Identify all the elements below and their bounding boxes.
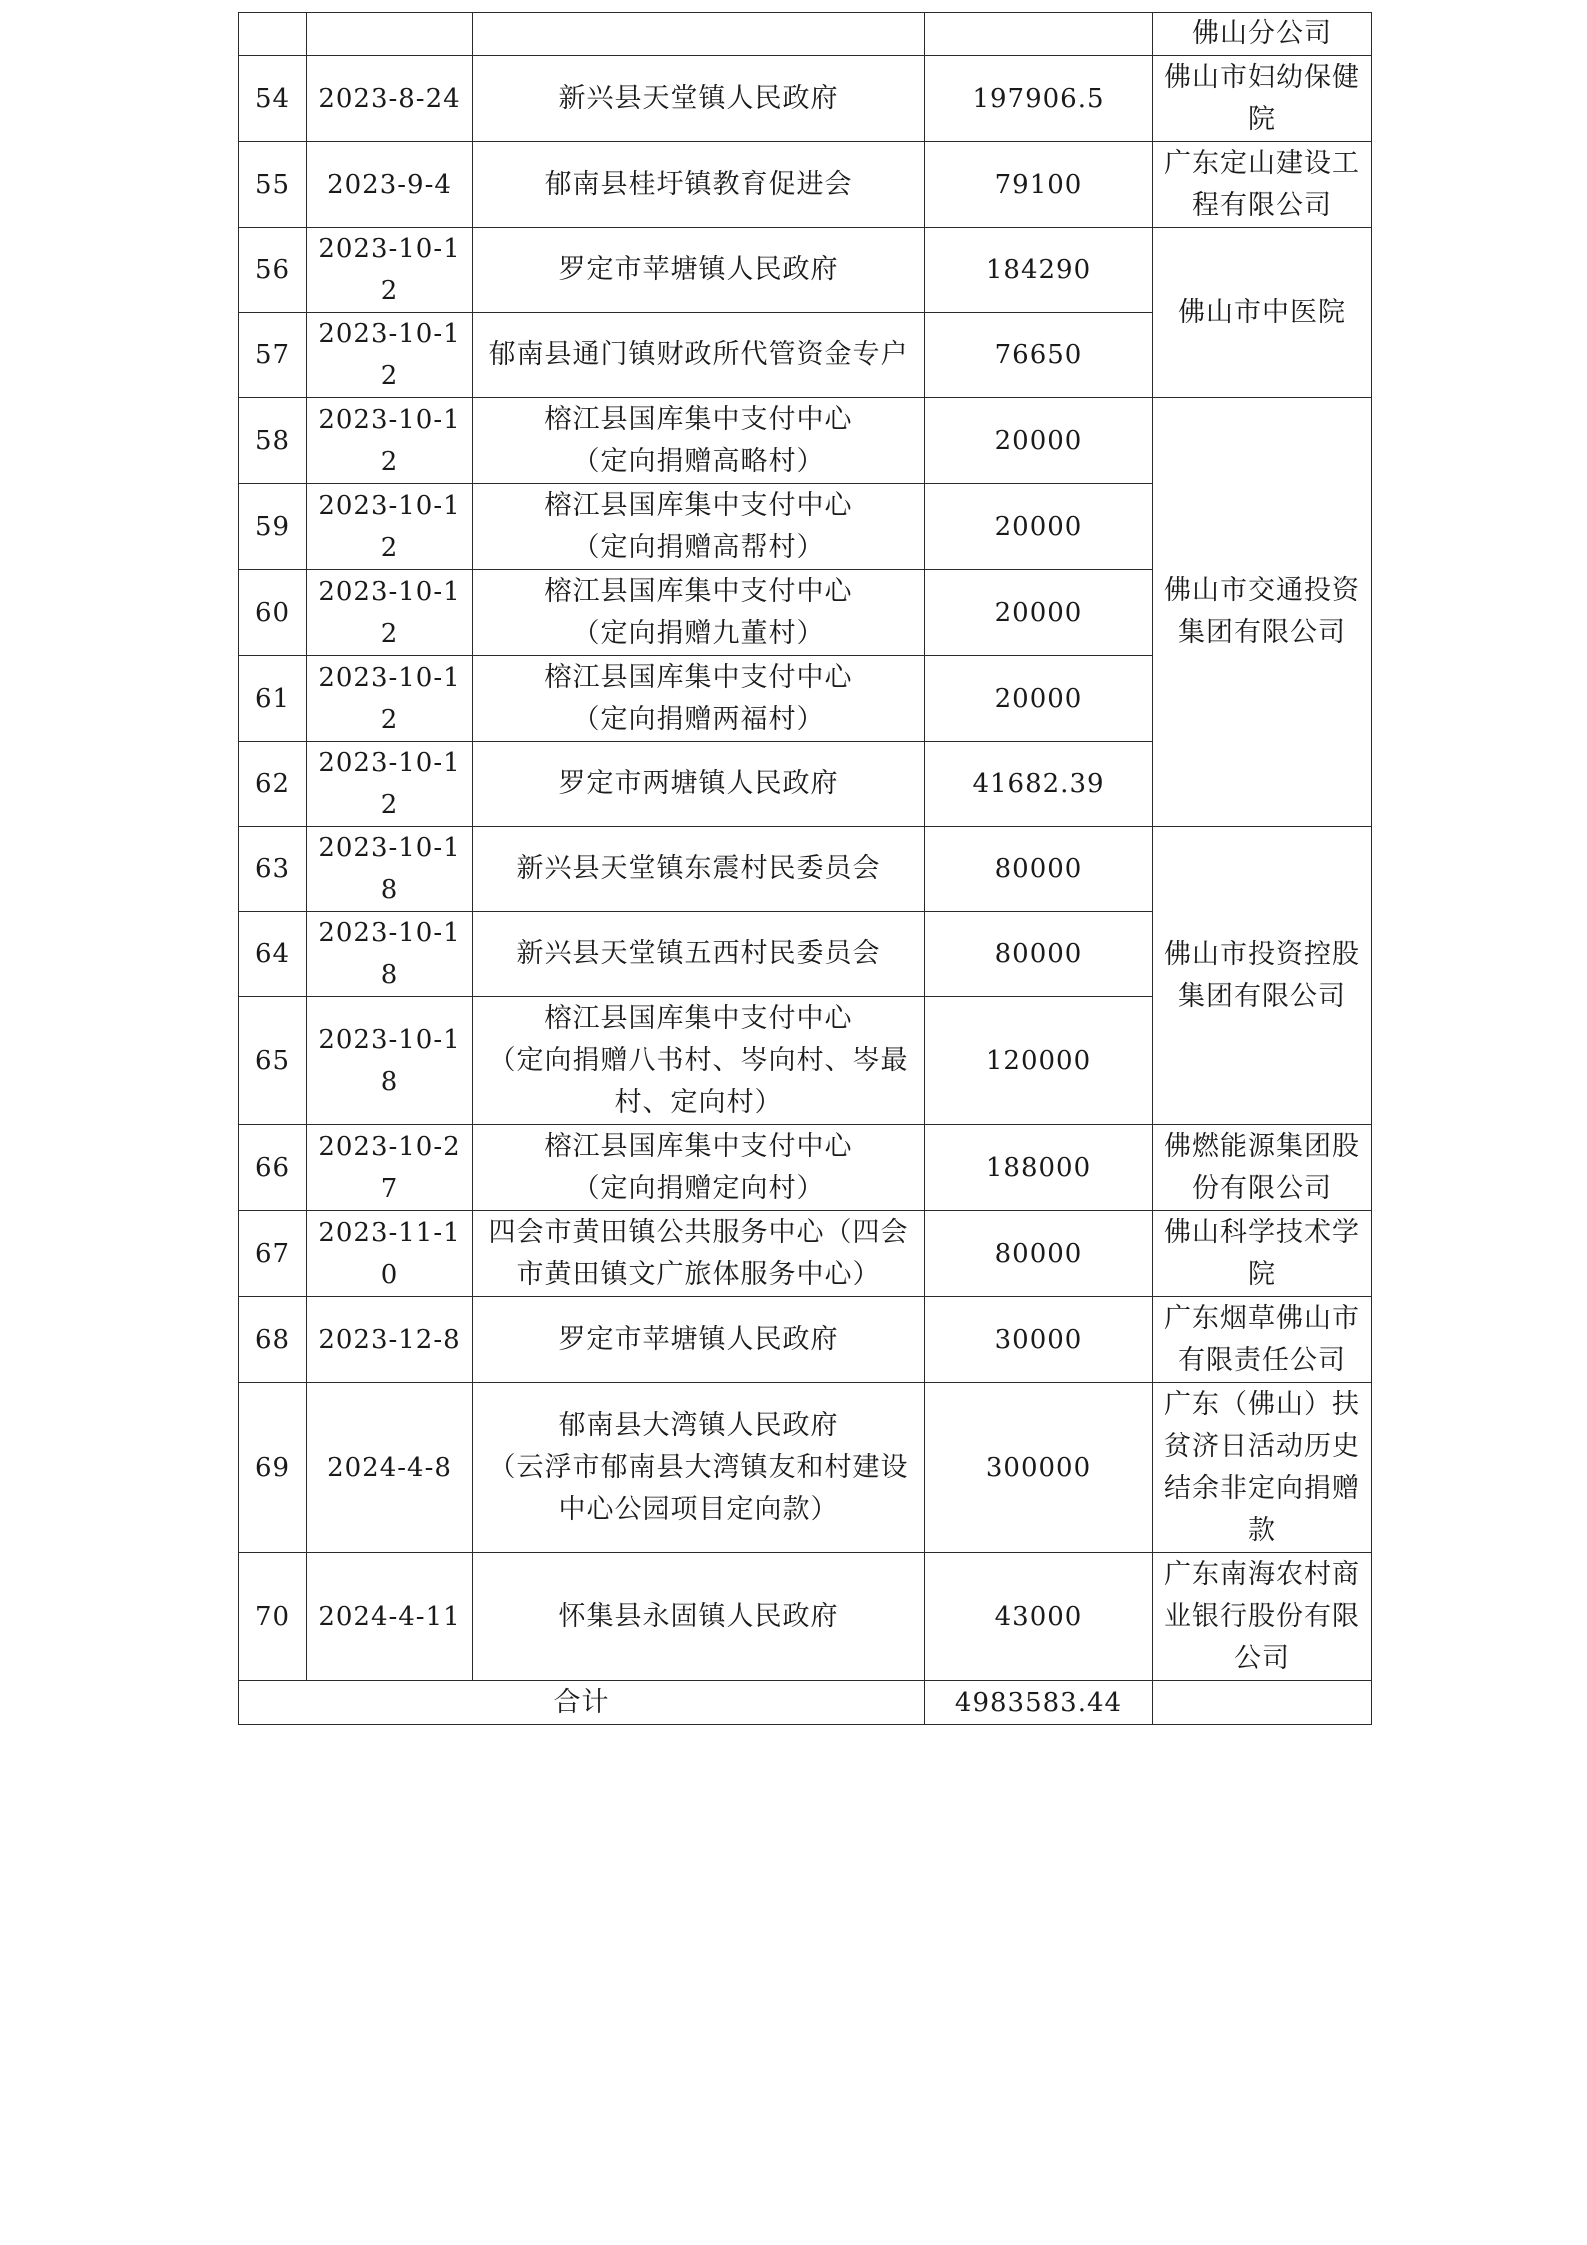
recipient-cell-line: （定向捐赠八书村、岑向村、岑最 — [488, 1044, 909, 1076]
donor-cell — [1153, 1681, 1372, 1725]
row-number-cell: 56 — [239, 228, 307, 313]
table-row — [239, 1211, 1372, 1297]
recipient-cell — [473, 570, 925, 656]
donor-cell-line: 佛山市交通投资 — [1164, 575, 1360, 606]
date-cell: 2024-4-8 — [307, 1383, 473, 1553]
recipient-cell — [473, 56, 925, 142]
donor-cell — [1153, 1297, 1372, 1383]
recipient-cell — [473, 398, 925, 484]
donor-cell-line: 佛山市投资控股 — [1164, 938, 1360, 970]
date-cell: 2023-12-8 — [307, 1297, 473, 1383]
amount-cell: 80000 — [925, 1211, 1153, 1297]
recipient-cell-line: 新兴县天堂镇五西村民委员会 — [516, 938, 881, 969]
recipient-cell-line: 榕江县国库集中支付中心 — [544, 403, 853, 435]
donor-cell-line: 广东（佛山）扶 — [1164, 1388, 1360, 1420]
row-number-cell: 69 — [239, 1383, 307, 1553]
recipient-cell — [473, 912, 925, 997]
amount-cell: 41682.39 — [925, 742, 1153, 827]
recipient-cell-line: 榕江县国库集中支付中心 — [544, 575, 853, 607]
total-row — [239, 1681, 1372, 1725]
recipient-cell — [473, 742, 925, 827]
row-number-cell: 59 — [239, 484, 307, 570]
donor-cell — [1153, 1125, 1372, 1211]
donor-cell-line: 广东定山建设工 — [1164, 147, 1360, 179]
row-number-cell: 65 — [239, 997, 307, 1125]
donor-cell-line: 集团有限公司 — [1178, 980, 1346, 1012]
amount-cell: 120000 — [925, 997, 1153, 1125]
row-number-cell: 68 — [239, 1297, 307, 1383]
donor-cell-line: 院 — [1248, 103, 1276, 135]
row-number-cell: 58 — [239, 398, 307, 484]
donation-table — [238, 12, 1372, 1725]
donor-cell — [1153, 398, 1372, 827]
table-row — [239, 1297, 1372, 1383]
row-number-cell: 62 — [239, 742, 307, 827]
recipient-cell — [473, 484, 925, 570]
table-row — [239, 56, 1372, 142]
recipient-cell-line: 村、定向村） — [614, 1086, 783, 1118]
amount-cell: 76650 — [925, 313, 1153, 398]
row-number-cell: 64 — [239, 912, 307, 997]
amount-cell: 80000 — [925, 827, 1153, 912]
recipient-cell — [473, 142, 925, 228]
recipient-cell — [473, 827, 925, 912]
recipient-cell-line: 榕江县国库集中支付中心 — [544, 1002, 853, 1034]
date-cell: 2023-10-12 — [307, 484, 473, 570]
donor-cell-line: 广东烟草佛山市 — [1164, 1302, 1360, 1334]
date-cell: 2023-10-12 — [307, 656, 473, 742]
recipient-cell-line: 市黄田镇文广旅体服务中心） — [516, 1258, 881, 1290]
donor-cell-line: 院 — [1248, 1258, 1276, 1290]
row-number-cell: 60 — [239, 570, 307, 656]
recipient-cell — [473, 1553, 925, 1681]
donor-cell-line: 佛燃能源集团股 — [1164, 1130, 1360, 1162]
row-number-cell: 54 — [239, 56, 307, 142]
amount-cell: 30000 — [925, 1297, 1153, 1383]
donor-cell-line: 佛山科学技术学 — [1164, 1216, 1360, 1248]
donor-cell-line: 公司 — [1234, 1642, 1290, 1674]
amount-cell: 20000 — [925, 398, 1153, 484]
date-cell: 2023-10-18 — [307, 997, 473, 1125]
table-row — [239, 1125, 1372, 1211]
table-row — [239, 1553, 1372, 1681]
amount-cell: 184290 — [925, 228, 1153, 313]
recipient-cell-line: （定向捐赠定向村） — [572, 1172, 825, 1204]
date-cell: 2023-11-10 — [307, 1211, 473, 1297]
recipient-cell-line: 中心公园项目定向款） — [558, 1493, 839, 1525]
date-cell: 2023-10-27 — [307, 1125, 473, 1211]
recipient-cell-line: 新兴县天堂镇人民政府 — [558, 82, 839, 114]
table-row — [239, 228, 1372, 313]
recipient-cell-line: 罗定市苹塘镇人民政府 — [558, 254, 839, 285]
recipient-cell-line: 郁南县通门镇财政所代管资金专户 — [488, 339, 909, 370]
table-row — [239, 827, 1372, 912]
row-number-cell: 67 — [239, 1211, 307, 1297]
date-cell: 2023-10-12 — [307, 228, 473, 313]
donor-cell — [1153, 56, 1372, 142]
total-amount-cell: 4983583.44 — [925, 1681, 1153, 1725]
row-number-cell: 63 — [239, 827, 307, 912]
row-number-cell: 61 — [239, 656, 307, 742]
date-cell: 2023-10-12 — [307, 398, 473, 484]
donor-cell: 佛山市中医院 — [1153, 228, 1372, 398]
date-cell: 2023-10-18 — [307, 912, 473, 997]
donor-cell: 佛山分公司 — [1153, 13, 1372, 56]
recipient-cell — [473, 1125, 925, 1211]
recipient-cell-line: 怀集县永固镇人民政府 — [558, 1600, 839, 1632]
recipient-cell-line: 郁南县大湾镇人民政府 — [558, 1409, 839, 1441]
donor-cell-line: 广东南海农村商 — [1164, 1558, 1360, 1590]
row-number-cell: 66 — [239, 1125, 307, 1211]
amount-cell: 300000 — [925, 1383, 1153, 1553]
amount-cell: 43000 — [925, 1553, 1153, 1681]
row-number-cell — [239, 13, 307, 56]
donor-cell — [1153, 142, 1372, 228]
recipient-cell-line: 四会市黄田镇公共服务中心（四会 — [488, 1216, 909, 1248]
recipient-cell — [473, 656, 925, 742]
recipient-cell-line: 罗定市两塘镇人民政府 — [558, 768, 839, 799]
recipient-cell — [473, 1383, 925, 1553]
date-cell: 2023-8-24 — [307, 56, 473, 142]
donor-cell — [1153, 1383, 1372, 1553]
date-cell: 2024-4-11 — [307, 1553, 473, 1681]
row-number-cell: 55 — [239, 142, 307, 228]
donor-cell-line: 贫济日活动历史 — [1164, 1430, 1360, 1462]
donor-cell-line: 佛山市妇幼保健 — [1164, 61, 1360, 93]
recipient-cell-line: （定向捐赠九董村） — [572, 617, 825, 649]
recipient-cell-line: （定向捐赠两福村） — [572, 703, 825, 735]
amount-cell — [925, 13, 1153, 56]
recipient-cell-line: （定向捐赠高略村） — [572, 445, 825, 477]
donor-cell — [1153, 1211, 1372, 1297]
donor-cell-line: 款 — [1248, 1514, 1276, 1546]
date-cell: 2023-10-12 — [307, 570, 473, 656]
recipient-cell — [473, 1297, 925, 1383]
recipient-cell — [473, 997, 925, 1125]
donor-cell — [1153, 1553, 1372, 1681]
date-cell: 2023-10-12 — [307, 742, 473, 827]
amount-cell: 79100 — [925, 142, 1153, 228]
amount-cell: 188000 — [925, 1125, 1153, 1211]
date-cell: 2023-10-18 — [307, 827, 473, 912]
amount-cell: 20000 — [925, 484, 1153, 570]
donor-cell-line: 有限责任公司 — [1178, 1344, 1346, 1376]
recipient-cell-line: 罗定市苹塘镇人民政府 — [558, 1323, 839, 1355]
recipient-cell — [473, 1211, 925, 1297]
amount-cell: 197906.5 — [925, 56, 1153, 142]
table-row — [239, 142, 1372, 228]
date-cell — [307, 13, 473, 56]
table-row — [239, 1383, 1372, 1553]
recipient-cell-line: 新兴县天堂镇东震村民委员会 — [516, 853, 881, 884]
amount-cell: 20000 — [925, 656, 1153, 742]
recipient-cell — [473, 228, 925, 313]
row-number-cell: 70 — [239, 1553, 307, 1681]
donor-cell-line: 业银行股份有限 — [1164, 1600, 1360, 1632]
donor-cell-line: 程有限公司 — [1192, 189, 1332, 221]
recipient-cell — [473, 13, 925, 56]
donor-cell-line: 集团有限公司 — [1178, 617, 1346, 648]
recipient-cell-line: 郁南县桂圩镇教育促进会 — [544, 168, 853, 200]
recipient-cell-line: 榕江县国库集中支付中心 — [544, 661, 853, 693]
date-cell: 2023-9-4 — [307, 142, 473, 228]
table-row — [239, 13, 1372, 56]
row-number-cell: 57 — [239, 313, 307, 398]
recipient-cell-line: 榕江县国库集中支付中心 — [544, 1130, 853, 1162]
donor-cell-line: 结余非定向捐赠 — [1164, 1472, 1360, 1504]
recipient-cell-line: （云浮市郁南县大湾镇友和村建设 — [488, 1451, 909, 1483]
donor-cell — [1153, 827, 1372, 1125]
recipient-cell — [473, 313, 925, 398]
donor-cell-line: 份有限公司 — [1192, 1172, 1332, 1204]
amount-cell: 80000 — [925, 912, 1153, 997]
recipient-cell-line: （定向捐赠高帮村） — [572, 531, 825, 563]
amount-cell: 20000 — [925, 570, 1153, 656]
date-cell: 2023-10-12 — [307, 313, 473, 398]
recipient-cell-line: 榕江县国库集中支付中心 — [544, 489, 853, 521]
total-label-cell: 合计 — [239, 1681, 925, 1725]
table-row — [239, 398, 1372, 484]
